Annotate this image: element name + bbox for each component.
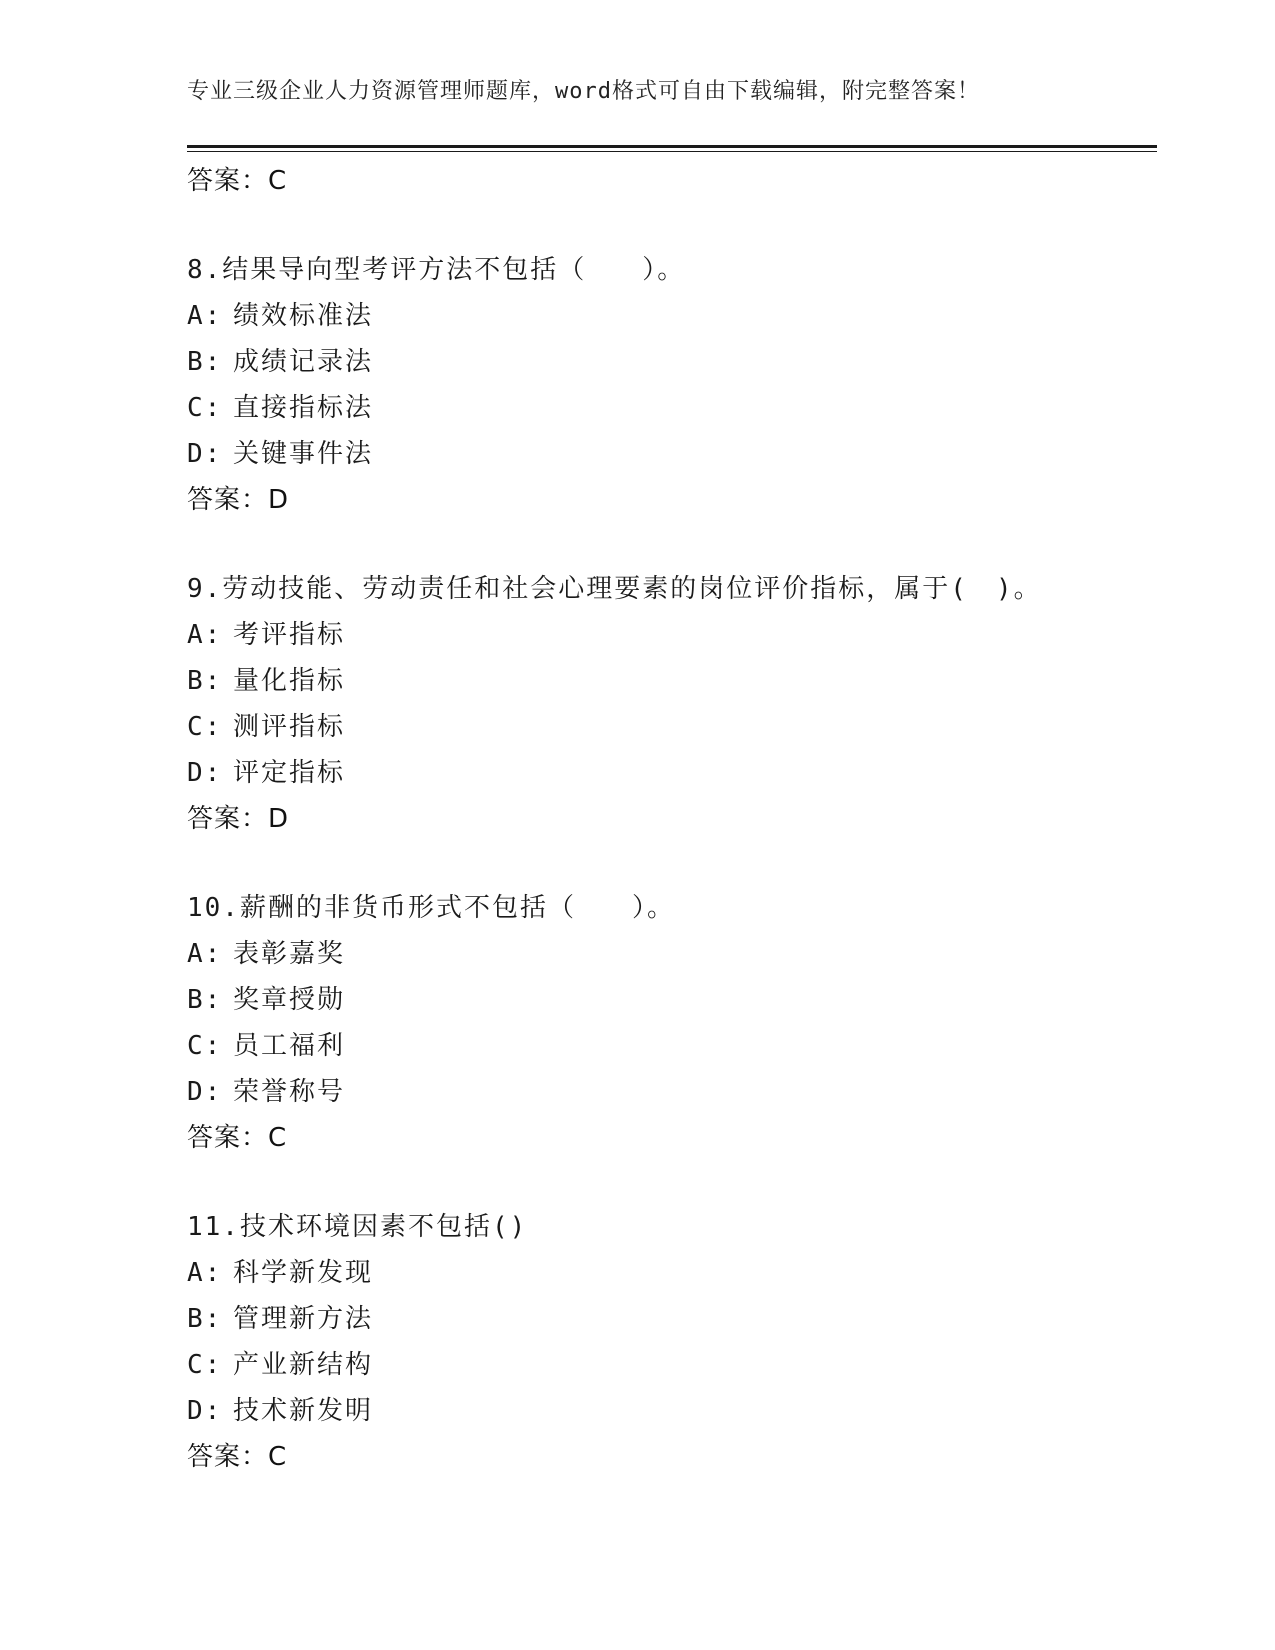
- option-letter: C:: [187, 1350, 223, 1380]
- option-letter: A:: [187, 301, 223, 331]
- option-text: 考评指标: [233, 620, 346, 650]
- option-text: 员工福利: [233, 1031, 346, 1061]
- option-d: [187, 1388, 1167, 1434]
- question-block: [187, 1204, 1167, 1480]
- option-b: [187, 977, 1167, 1023]
- option-text: 表彰嘉奖: [233, 939, 346, 969]
- option-text: 产业新结构: [233, 1350, 374, 1380]
- option-c: [187, 385, 1167, 431]
- option-a: [187, 931, 1167, 977]
- question-stem: 9.劳动技能、劳动责任和社会心理要素的岗位评价指标，属于( )。: [187, 574, 1042, 604]
- option-letter: C:: [187, 712, 223, 742]
- option-d: [187, 431, 1167, 477]
- answer-line: 答案：C: [187, 1123, 288, 1153]
- option-text: 科学新发现: [233, 1258, 374, 1288]
- question-stem: 11.技术环境因素不包括(): [187, 1212, 528, 1242]
- answer-line: 答案：C: [187, 166, 288, 196]
- option-letter: A:: [187, 1258, 223, 1288]
- question-block: [187, 247, 1167, 523]
- option-text: 奖章授勋: [233, 985, 346, 1015]
- option-text: 评定指标: [233, 758, 346, 788]
- option-letter: D:: [187, 1077, 223, 1107]
- option-text: 管理新方法: [233, 1304, 374, 1334]
- question-stem: 8.结果导向型考评方法不包括（ ）。: [187, 255, 686, 285]
- option-letter: B:: [187, 1304, 223, 1334]
- option-letter: A:: [187, 620, 223, 650]
- option-text: 直接指标法: [233, 393, 374, 423]
- header-rule-thin: [187, 151, 1157, 152]
- option-c: [187, 1023, 1167, 1069]
- option-d: [187, 1069, 1167, 1115]
- option-text: 关键事件法: [233, 439, 374, 469]
- option-letter: B:: [187, 666, 223, 696]
- option-text: 技术新发明: [233, 1396, 374, 1426]
- answer-line: 答案：D: [187, 485, 290, 515]
- option-text: 绩效标准法: [233, 301, 374, 331]
- page-header: 专业三级企业人力资源管理师题库，word格式可自由下载编辑，附完整答案！: [187, 79, 980, 104]
- option-c: [187, 1342, 1167, 1388]
- spacer: [187, 842, 1167, 885]
- option-b: [187, 1296, 1167, 1342]
- spacer: [187, 523, 1167, 566]
- option-c: [187, 704, 1167, 750]
- option-a: [187, 612, 1167, 658]
- option-d: [187, 750, 1167, 796]
- option-letter: A:: [187, 939, 223, 969]
- option-text: 成绩记录法: [233, 347, 374, 377]
- option-a: [187, 1250, 1167, 1296]
- question-stem: 10.薪酬的非货币形式不包括（ ）。: [187, 893, 675, 923]
- option-letter: C:: [187, 1031, 223, 1061]
- answer-line: 答案：C: [187, 1442, 288, 1472]
- option-b: [187, 339, 1167, 385]
- option-letter: C:: [187, 393, 223, 423]
- option-b: [187, 658, 1167, 704]
- question-block: [187, 885, 1167, 1161]
- answer-line: 答案：D: [187, 804, 290, 834]
- option-text: 测评指标: [233, 712, 346, 742]
- option-text: 量化指标: [233, 666, 346, 696]
- option-letter: B:: [187, 985, 223, 1015]
- option-letter: D:: [187, 1396, 223, 1426]
- question-list: [187, 158, 1167, 1480]
- option-letter: D:: [187, 758, 223, 788]
- option-letter: D:: [187, 439, 223, 469]
- header-rule-thick: [187, 145, 1157, 148]
- option-letter: B:: [187, 347, 223, 377]
- spacer: [187, 1161, 1167, 1204]
- question-block: [187, 566, 1167, 842]
- option-a: [187, 293, 1167, 339]
- spacer: [187, 204, 1167, 247]
- option-text: 荣誉称号: [233, 1077, 346, 1107]
